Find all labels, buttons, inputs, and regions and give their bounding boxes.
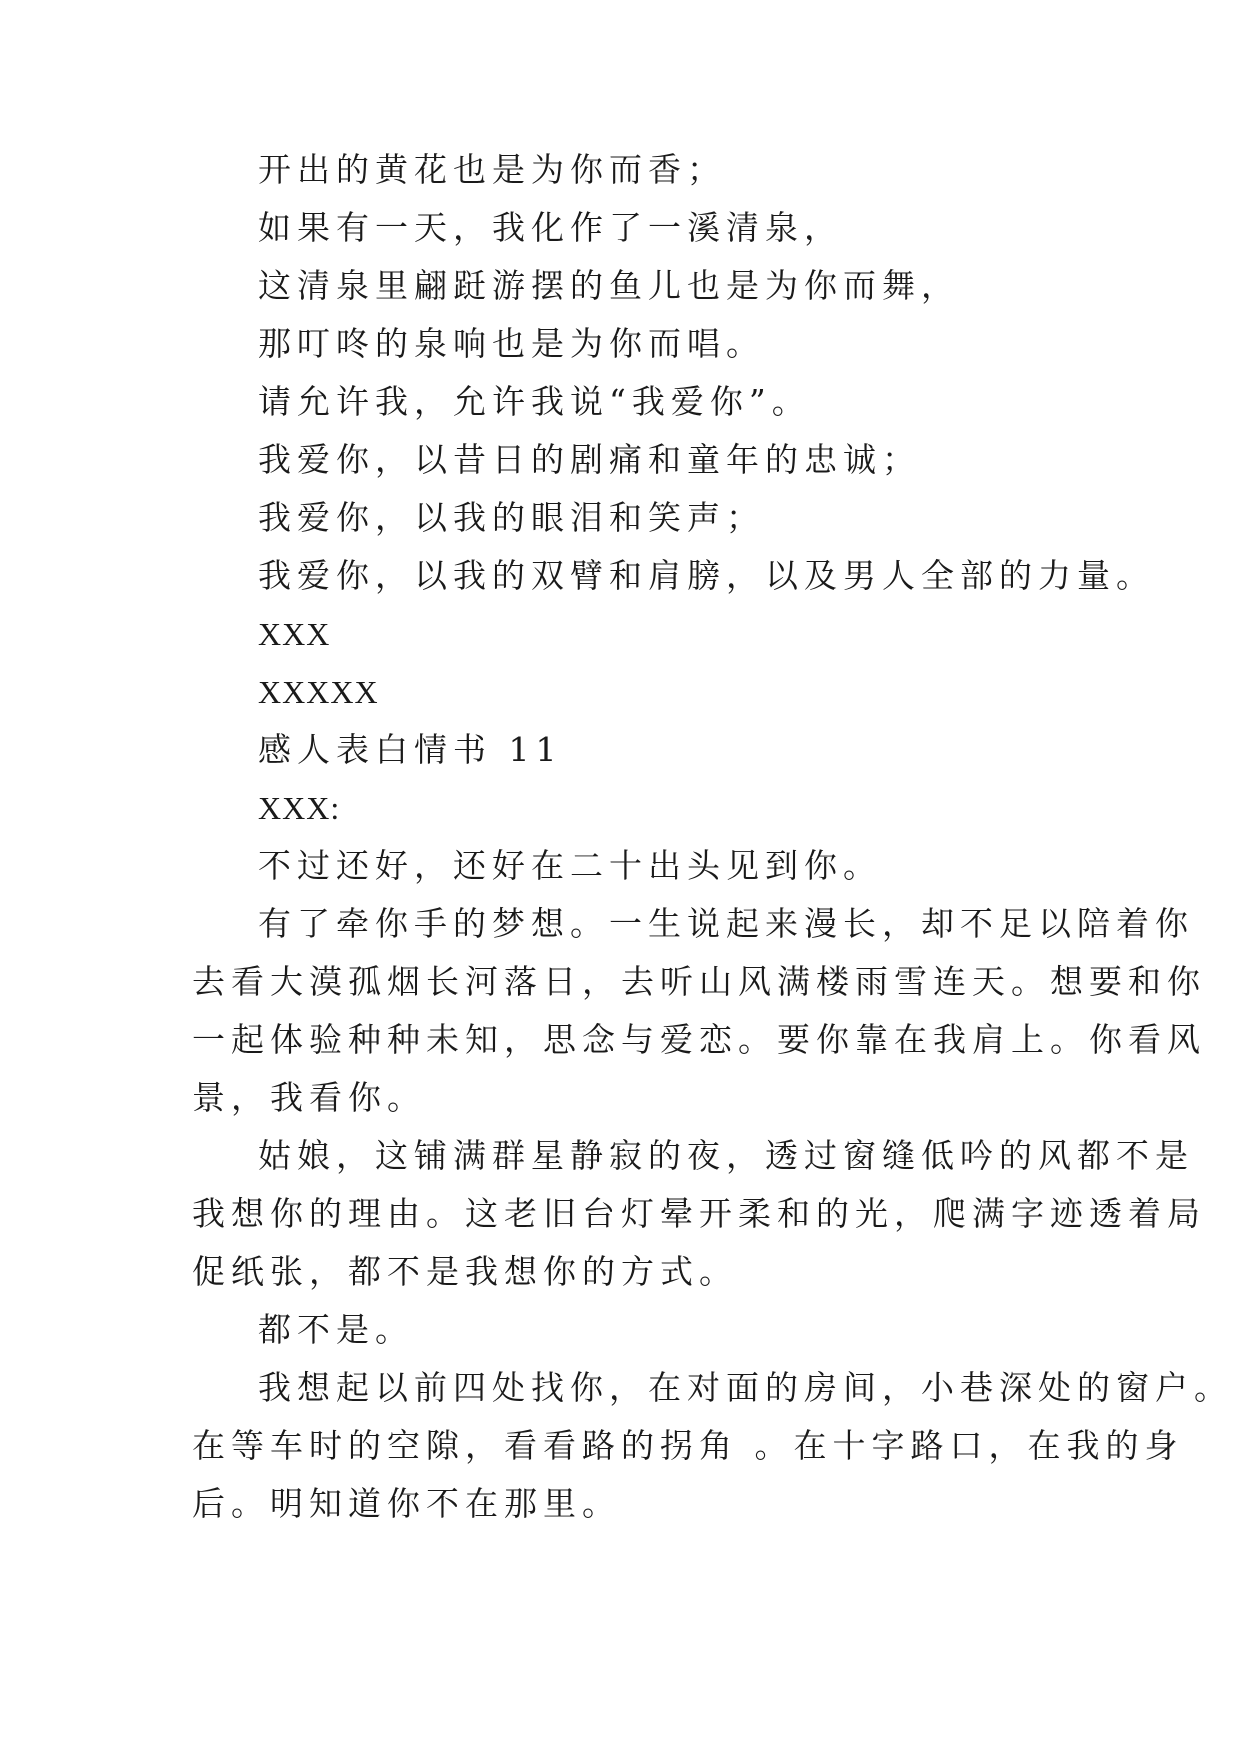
text-line: 去看大漠孤烟长河落日，去听山风满楼雨雪连天。想要和你 [192, 962, 1206, 1001]
text-line: 请允许我，允许我说“我爱你”。 [258, 382, 811, 421]
text-line: 促纸张，都不是我想你的方式。 [192, 1252, 738, 1291]
text-line: 后。明知道你不在那里。 [192, 1484, 621, 1523]
text-line: 一起体验种种未知，思念与爱恋。要你靠在我肩上。你看风 [192, 1020, 1206, 1059]
date-line: XXXXX [258, 674, 379, 710]
paragraph-first-line: 我想起以前四处找你，在对面的房间，小巷深处的窗户。 [258, 1368, 1233, 1407]
text-line: 我爱你，以昔日的剧痛和童年的忠诚； [258, 440, 921, 479]
text-line: 我想你的理由。这老旧台灯晕开柔和的光，爬满字迹透着局 [192, 1194, 1206, 1233]
section-heading: 感人表白情书 11 [258, 730, 563, 769]
text-line: 这清泉里翩跹游摆的鱼儿也是为你而舞， [258, 266, 960, 305]
text-line: 那叮咚的泉响也是为你而唱。 [258, 324, 765, 363]
paragraph-first-line: 姑娘，这铺满群星静寂的夜，透过窗缝低吟的风都不是 [258, 1136, 1194, 1175]
text-line: 不过还好，还好在二十出头见到你。 [258, 846, 882, 885]
signature-line: XXX [258, 616, 331, 652]
paragraph-first-line: 有了牵你手的梦想。一生说起来漫长，却不足以陪着你 [258, 904, 1194, 943]
text-line: 如果有一天，我化作了一溪清泉， [258, 208, 843, 247]
text-line: 我爱你，以我的眼泪和笑声； [258, 498, 765, 537]
text-line: 开出的黄花也是为你而香； [258, 150, 726, 189]
paragraph-first-line: 都不是。 [258, 1310, 414, 1349]
salutation-line: XXX: [258, 790, 341, 826]
text-line: 在等车时的空隙，看看路的拐角 。在十字路口，在我的身 [192, 1426, 1184, 1465]
text-line: 我爱你，以我的双臂和肩膀，以及男人全部的力量。 [258, 556, 1155, 595]
text-line: 景，我看你。 [192, 1078, 426, 1117]
